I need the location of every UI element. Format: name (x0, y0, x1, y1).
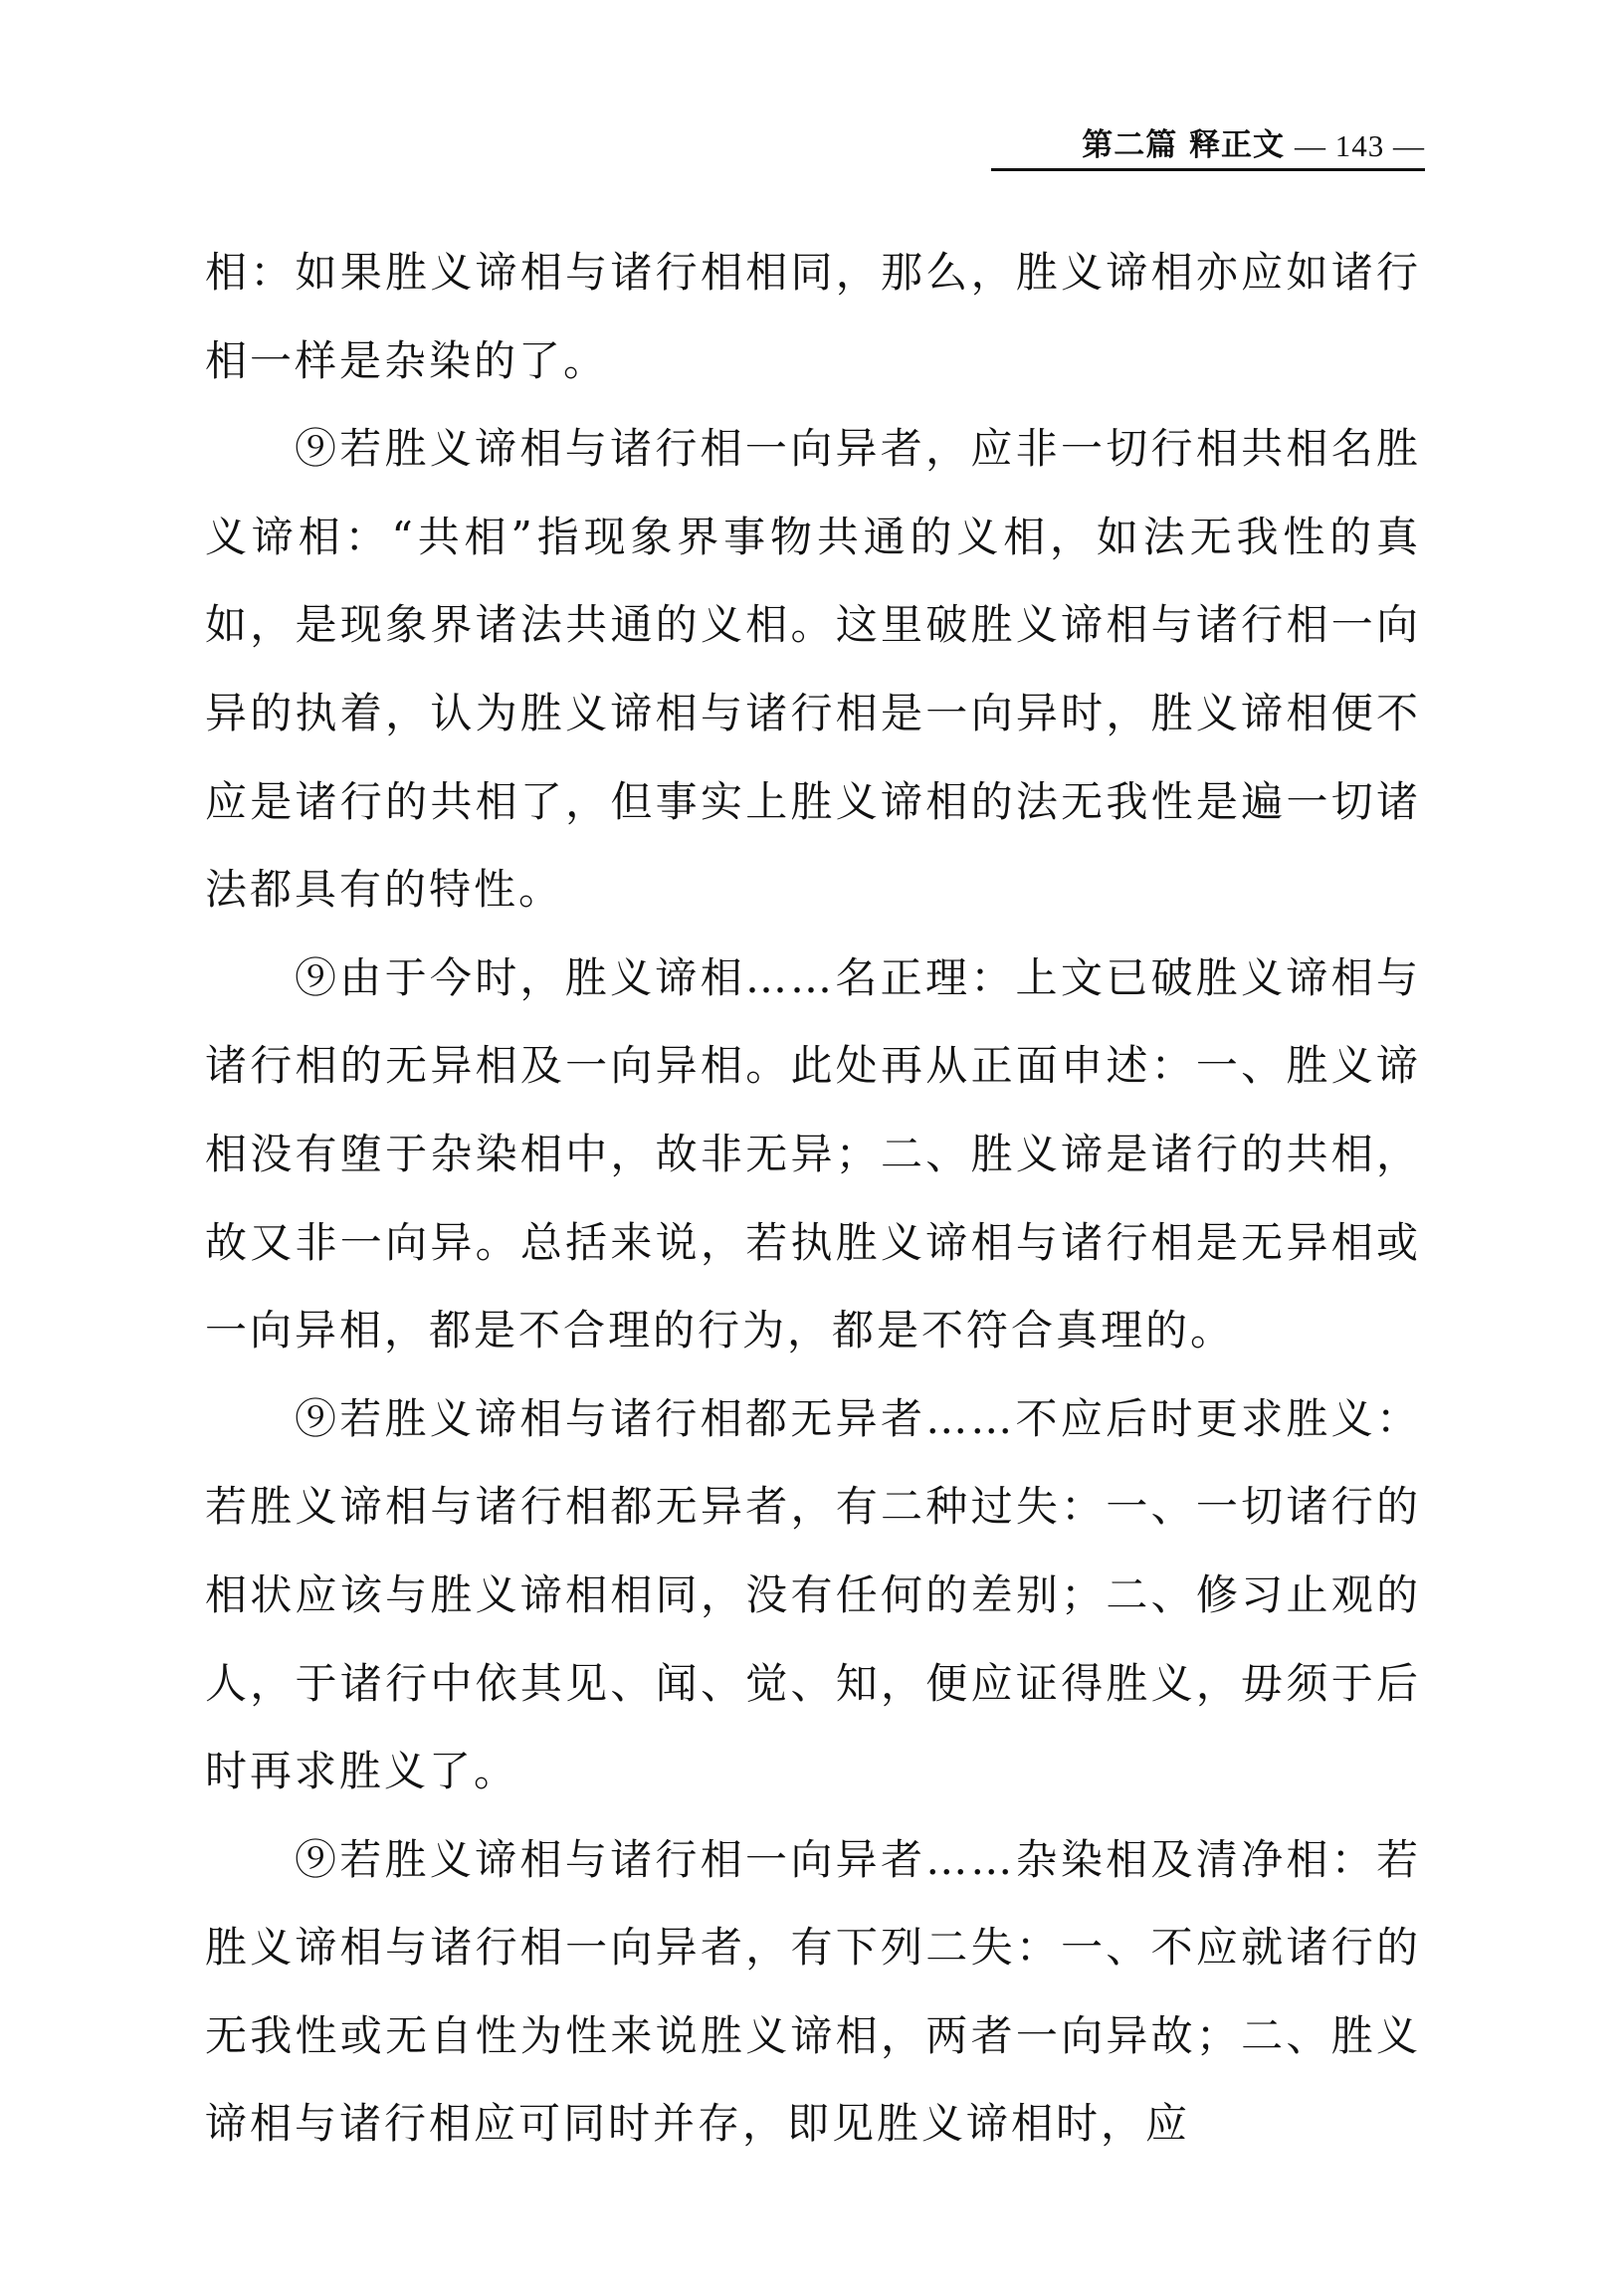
note-paragraph-91: ⑨由于今时，胜义谛相……名正理：上文已破胜义谛相与诸行相的无异相及一向异相。此处再从正面申述：一、胜义谛相没有堕于杂染相中，故非无异；二、胜义谛是诸行的共相，故又非一向异。总括来说，若执胜义谛相与诸行相是无异相或一向异相，都是不合理的行为，都是不符合真理的。 (205, 952, 1421, 1356)
page-number: — 143 — (1295, 128, 1425, 163)
note-paragraph-90: ⑨若胜义谛相与诸行相一向异者，应非一切行相共相名胜义谛相：“共相”指现象界事物共通的义相，如法无我性的真如，是现象界诸法共通的义相。这里破胜义谛相与诸行相一向异的执着，认为胜义谛相与诸行相是一向异时，胜义谛相便不应是诸行的共相了，但事实上胜义谛相的法无我性是遍一切诸法都具有的特性。 (205, 424, 1421, 915)
paragraph-continuation: 相：如果胜义谛相与诸行相相同，那么，胜义谛相亦应如诸行相一样是杂染的了。 (205, 248, 1421, 385)
body-text (205, 229, 1421, 2169)
running-header (991, 127, 1425, 171)
chapter-title: 第二篇 释正文 (1082, 127, 1285, 163)
note-paragraph-92: ⑨若胜义谛相与诸行相都无异者……不应后时更求胜义：若胜义谛相与诸行相都无异者，有二种过失：一、一切诸行的相状应该与胜义谛相相同，没有任何的差别；二、修习止观的人，于诸行中依其见、闻、觉、知，便应证得胜义，毋须于后时再求胜义了。 (205, 1393, 1421, 1796)
note-paragraph-93: ⑨若胜义谛相与诸行相一向异者……杂染相及清净相：若胜义谛相与诸行相一向异者，有下列二失：一、不应就诸行的无我性或无自性为性来说胜义谛相，两者一向异故；二、胜义谛相与诸行相应可同时并存，即见胜义谛相时，应 (205, 1834, 1421, 2149)
